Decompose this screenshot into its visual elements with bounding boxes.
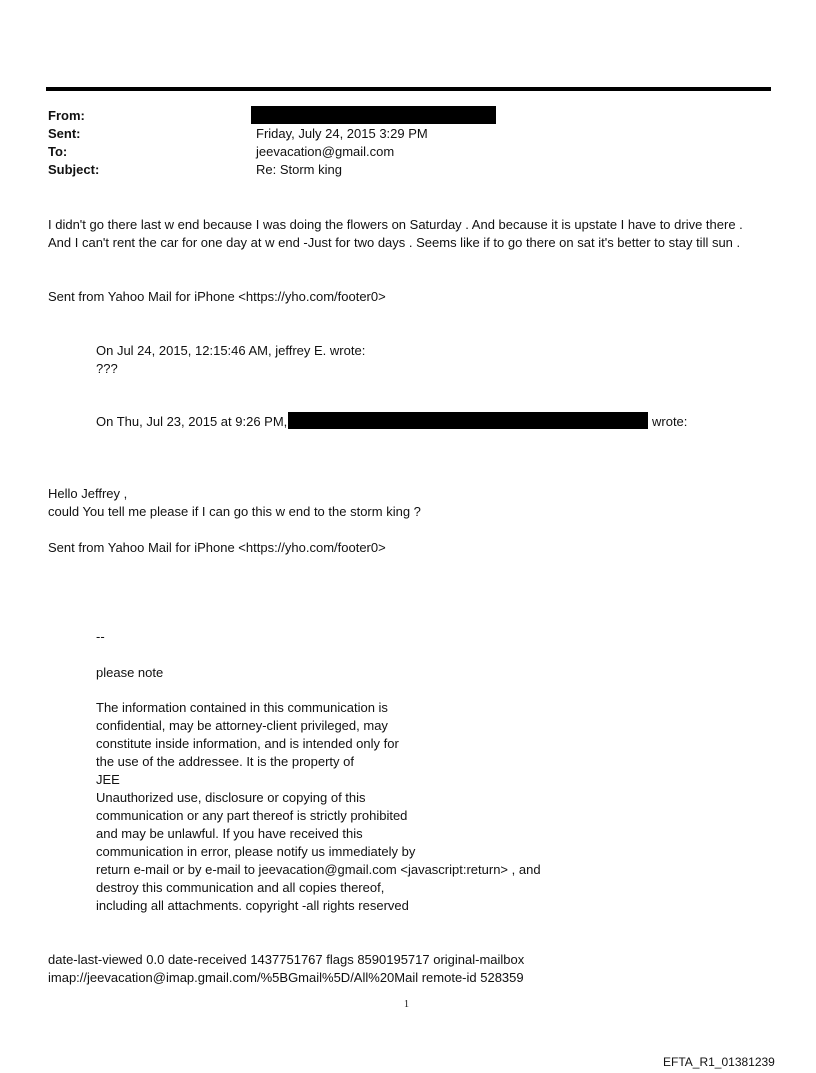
quote2-header-suffix: wrote: [652, 414, 688, 429]
body-line-2: And I can't rent the car for one day at w end -Just for two days . Seems like if to go there on sat it's better to stay till sun . [48, 235, 741, 250]
disclaimer-line: communication or any part thereof is strictly prohibited [96, 808, 408, 823]
subject-value: Re: Storm king [256, 162, 342, 177]
from-redaction [251, 106, 496, 124]
greeting: Hello Jeffrey , [48, 486, 128, 501]
document-id: EFTA_R1_01381239 [663, 1055, 775, 1069]
signature-2: Sent from Yahoo Mail for iPhone <https://yho.com/footer0> [48, 540, 386, 555]
disclaimer-line: confidential, may be attorney-client privileged, may [96, 718, 388, 733]
disclaimer-line: The information contained in this communication is [96, 700, 388, 715]
to-value: jeevacation@gmail.com [256, 144, 395, 159]
meta-line-1: date-last-viewed 0.0 date-received 1437751767 flags 8590195717 original-mailbox [48, 952, 525, 967]
sent-label: Sent: [48, 126, 81, 141]
request-text: could You tell me please if I can go this w end to the storm king ? [48, 504, 421, 519]
body-line-1: I didn't go there last w end because I was doing the flowers on Saturday . And because it is upstate I have to drive there . [48, 217, 743, 232]
please-note: please note [96, 665, 164, 680]
separator: -- [96, 629, 105, 644]
meta-line-2: imap://jeevacation@imap.gmail.com/%5BGmail%5D/All%20Mail remote-id 528359 [48, 970, 524, 985]
disclaimer-line: and may be unlawful. If you have received this [96, 826, 363, 841]
signature-1: Sent from Yahoo Mail for iPhone <https://yho.com/footer0> [48, 289, 386, 304]
disclaimer-line: destroy this communication and all copies thereof, [96, 880, 385, 895]
quote1-header: On Jul 24, 2015, 12:15:46 AM, jeffrey E. wrote: [96, 343, 366, 358]
subject-label: Subject: [48, 162, 100, 177]
disclaimer-line: constitute inside information, and is intended only for [96, 736, 399, 751]
quote2-header-prefix: On Thu, Jul 23, 2015 at 9:26 PM, [96, 414, 288, 429]
sent-value: Friday, July 24, 2015 3:29 PM [256, 126, 428, 141]
disclaimer-line: communication in error, please notify us immediately by [96, 844, 416, 859]
to-label: To: [48, 144, 68, 159]
page-number: 1 [404, 999, 409, 1010]
disclaimer-line: including all attachments. copyright -all rights reserved [96, 898, 409, 913]
disclaimer-line: the use of the addressee. It is the property of [96, 754, 354, 769]
disclaimer [96, 699, 656, 915]
quote2-sender-redaction [288, 412, 648, 429]
disclaimer-line: Unauthorized use, disclosure or copying of this [96, 790, 366, 805]
disclaimer-line: JEE [96, 772, 120, 787]
from-label: From: [48, 108, 85, 123]
quote1-text: ??? [96, 361, 118, 376]
disclaimer-line: return e-mail or by e-mail to jeevacation@gmail.com <javascript:return> , and [96, 862, 541, 877]
header-rule [46, 87, 771, 91]
